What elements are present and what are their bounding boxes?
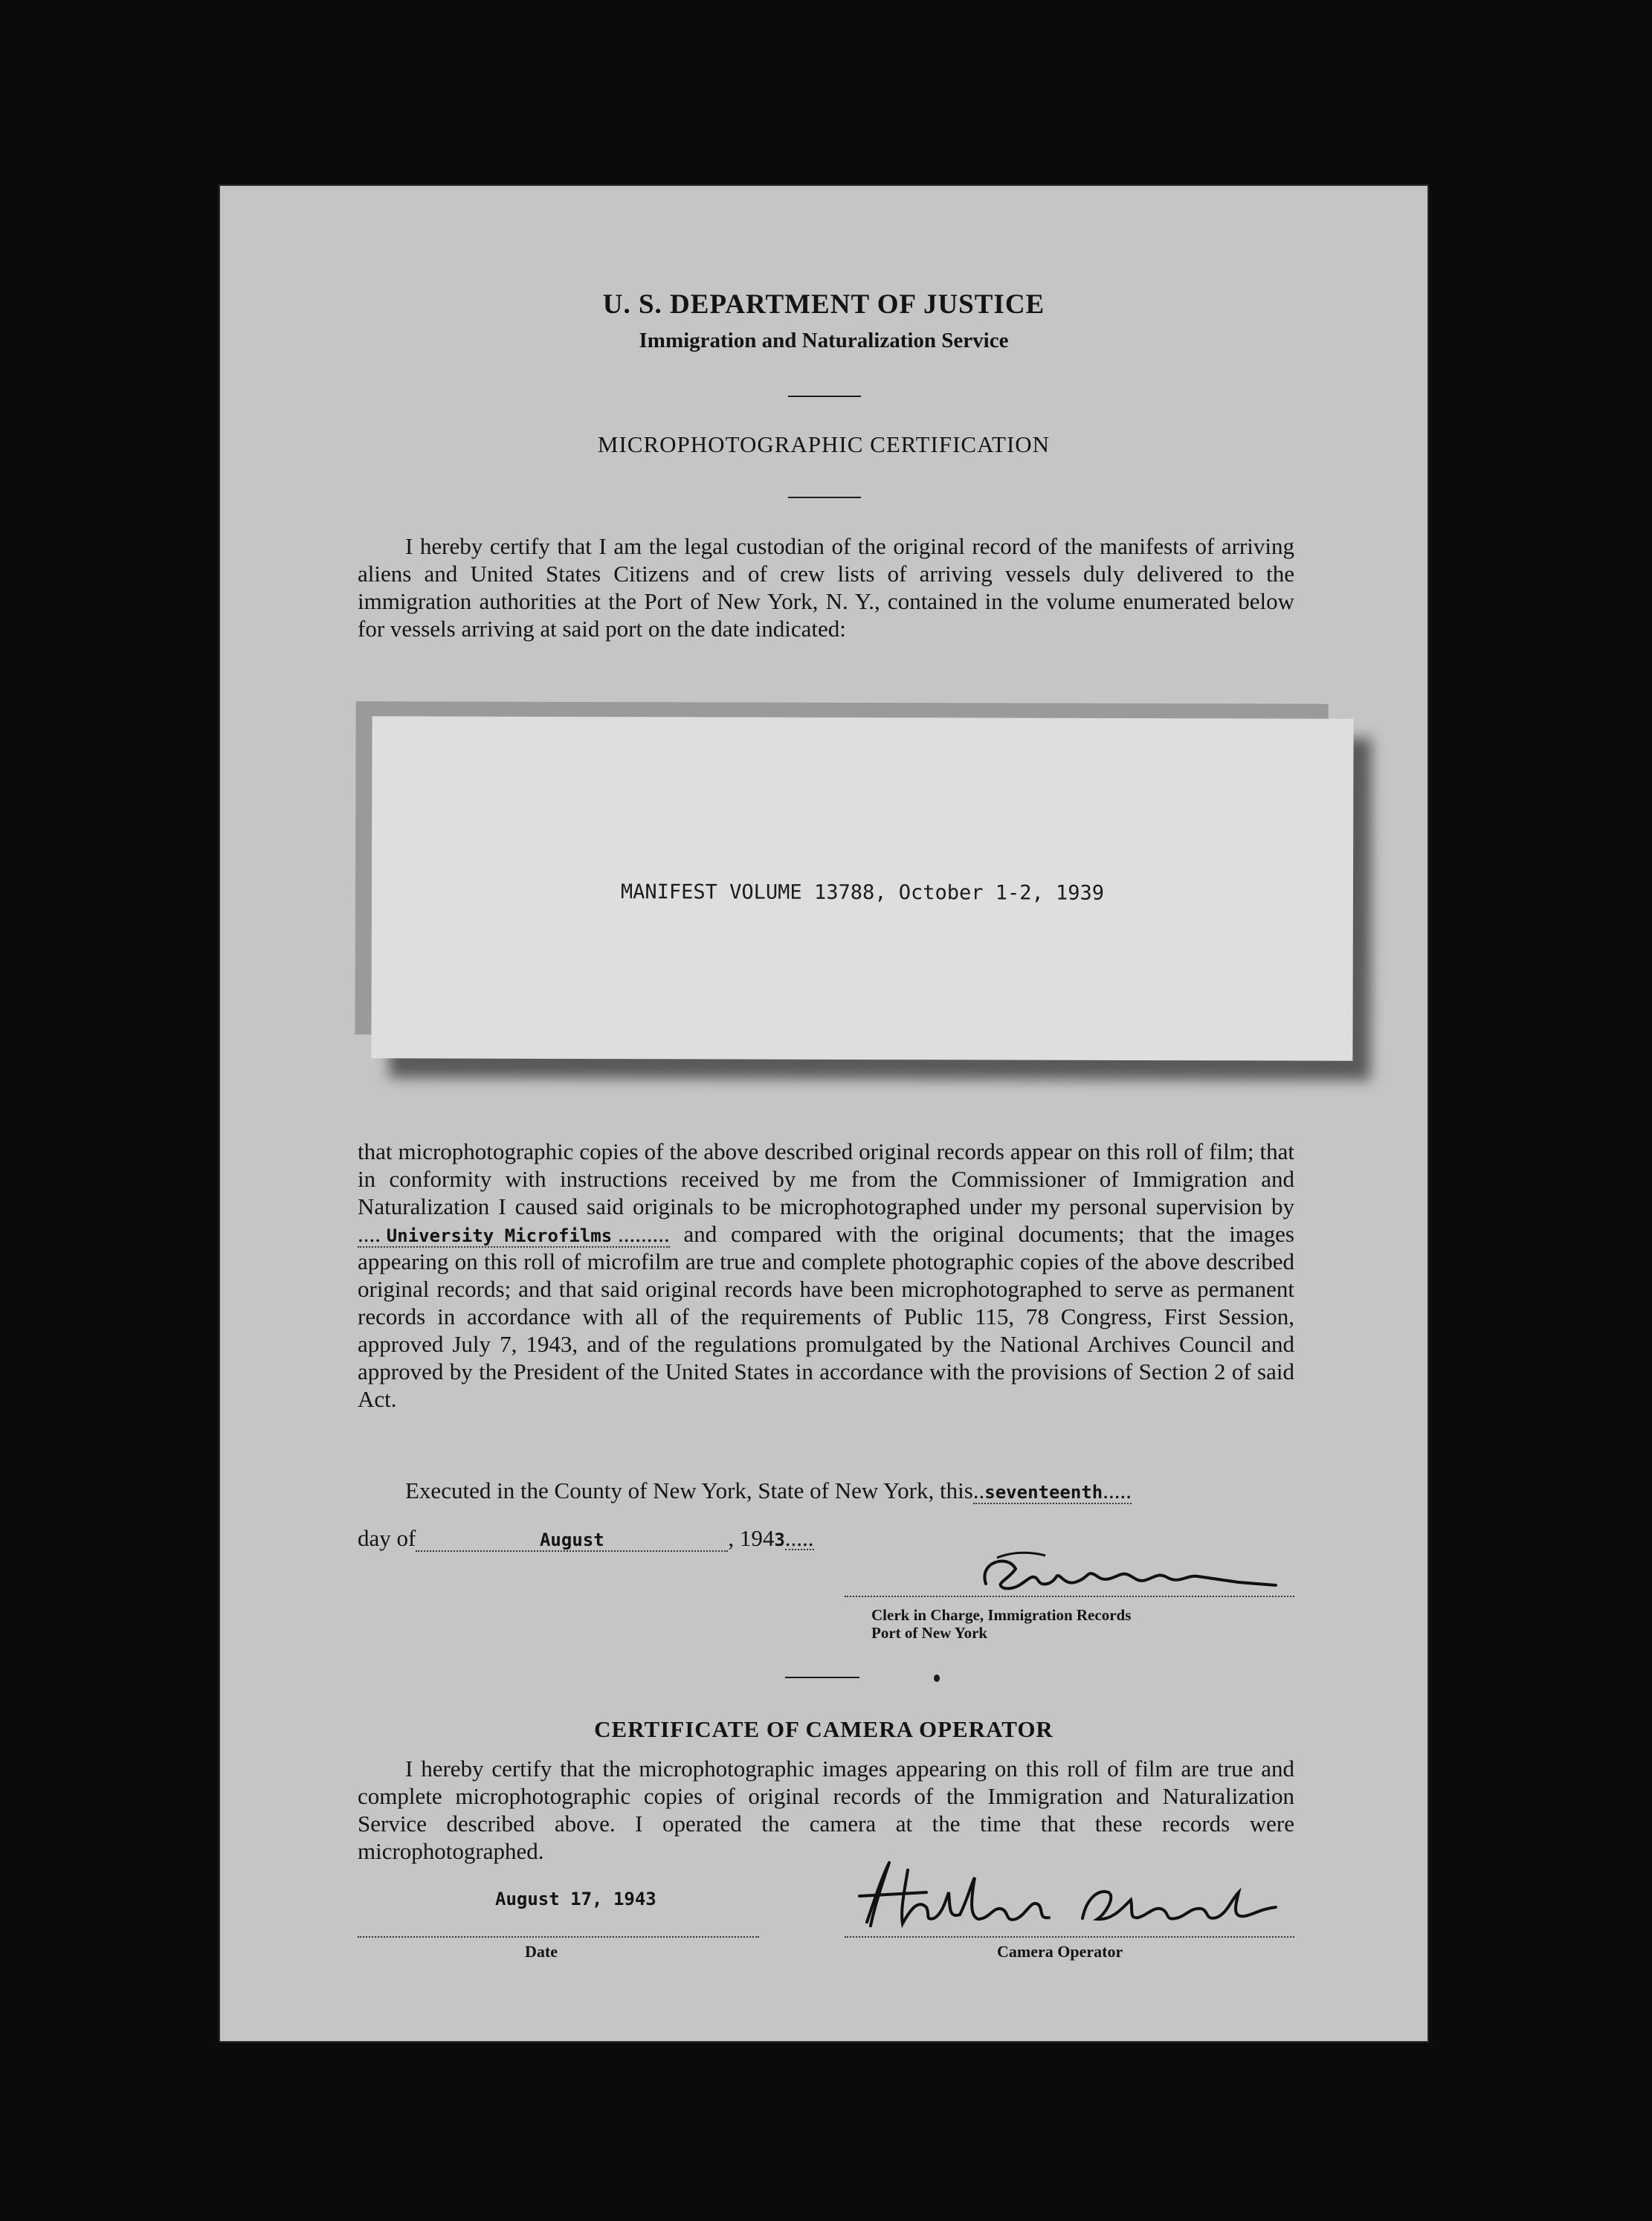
divider [788,396,861,397]
certificate-page [220,186,1427,2041]
executed-day-value: seventeenth [984,1482,1103,1503]
clerk-signature [964,1539,1291,1606]
camera-operator-text: I hereby certify that the microphotographic images appearing on this roll of film are true and complete microphotographic copies of original records of the Immigration and Naturalization Service described above. I operated the camera at the time that these records were microphotographed. [358,1756,1294,1864]
year-prefix: , 194 [728,1525,775,1551]
certification-title: MICROPHOTOGRAPHIC CERTIFICATION [597,431,1051,457]
department-title: U. S. DEPARTMENT OF JUSTICE [602,289,1045,320]
clerk-title-line2: Port of New York [871,1624,988,1642]
divider [788,497,861,498]
manifest-label: MANIFEST VOLUME 13788, October 1-2, 1939 [620,880,1105,905]
year-digit: 3 [774,1529,785,1550]
body-text-part2: and compared with the original documents; that the images appearing on this roll of microfilm are true and complete photographic copies of the above described original records; and that said original records have been microphotographed to serve as permanent records in accordance with all of the requirements of Public 115, 78 Congress, First Session, approved July 7, 1943, and of the regulations promulgated by the National Archives Council and approved by the President of the United States in accordance with the provisions of Section 2 of said Act. [358,1221,1295,1412]
day-of-prefix: day of [358,1525,416,1551]
clerk-title-line1: Clerk in Charge, Immigration Records [871,1606,1132,1624]
ink-speck [934,1674,940,1682]
month-value: August [539,1529,604,1550]
day-of-line: day of August , 1943..... [358,1525,814,1551]
supervisor-value: University Microfilms [386,1225,613,1246]
operator-label: Camera Operator [997,1942,1123,1961]
executed-line: Executed in the County of New York, State of New York, this..seventeenth..... [405,1477,1132,1503]
date-value: August 17, 1943 [495,1889,656,1909]
certification-body: that microphotographic copies of the above described original records appear on this roll of film; that in conformity with instructions received by me from the Commissioner of Immigration and Naturalization I caused said originals to be microphotographed under my personal supervision by.... University Microfilms ......... and compared with the original documents; that the images appearing on this roll of microfilm are true and complete photographic copies of the above described original records; and that said original records have been microphotographed to serve as permanent records in accordance with all of the requirements of Public 115, 78 Congress, First Session, approved July 7, 1943, and of the regulations promulgated by the National Archives Council and approved by the President of the United States in accordance with the provisions of Section 2 of said Act. [358,1138,1295,1412]
date-label: Date [525,1942,558,1961]
body-text-part1: that microphotographic copies of the above described original records appear on this roll of film; that in conformity with instructions received by me from the Commissioner of Immigration and Naturalization I caused said originals to be microphotographed under my personal supervision by [358,1138,1294,1219]
clerk-title [871,1606,1131,1642]
camera-operator-title: CERTIFICATE OF CAMERA OPERATOR [594,1716,1054,1742]
operator-signature [837,1855,1298,1937]
manifest-label-card [371,716,1353,1060]
divider [785,1677,859,1678]
service-subtitle: Immigration and Naturalization Service [639,329,1009,352]
date-line [358,1911,759,1938]
executed-prefix: Executed in the County of New York, State of New York, this [405,1477,973,1503]
certification-intro: I hereby certify that I am the legal custodian of the original record of the manifests of arriving aliens and United States Citizens and of crew lists of arriving vessels duly delivered to the immigration authorities at the Port of New York, N. Y., contained in the volume enumerated below for vessels arriving at said port on the date indicated: [358,533,1294,642]
